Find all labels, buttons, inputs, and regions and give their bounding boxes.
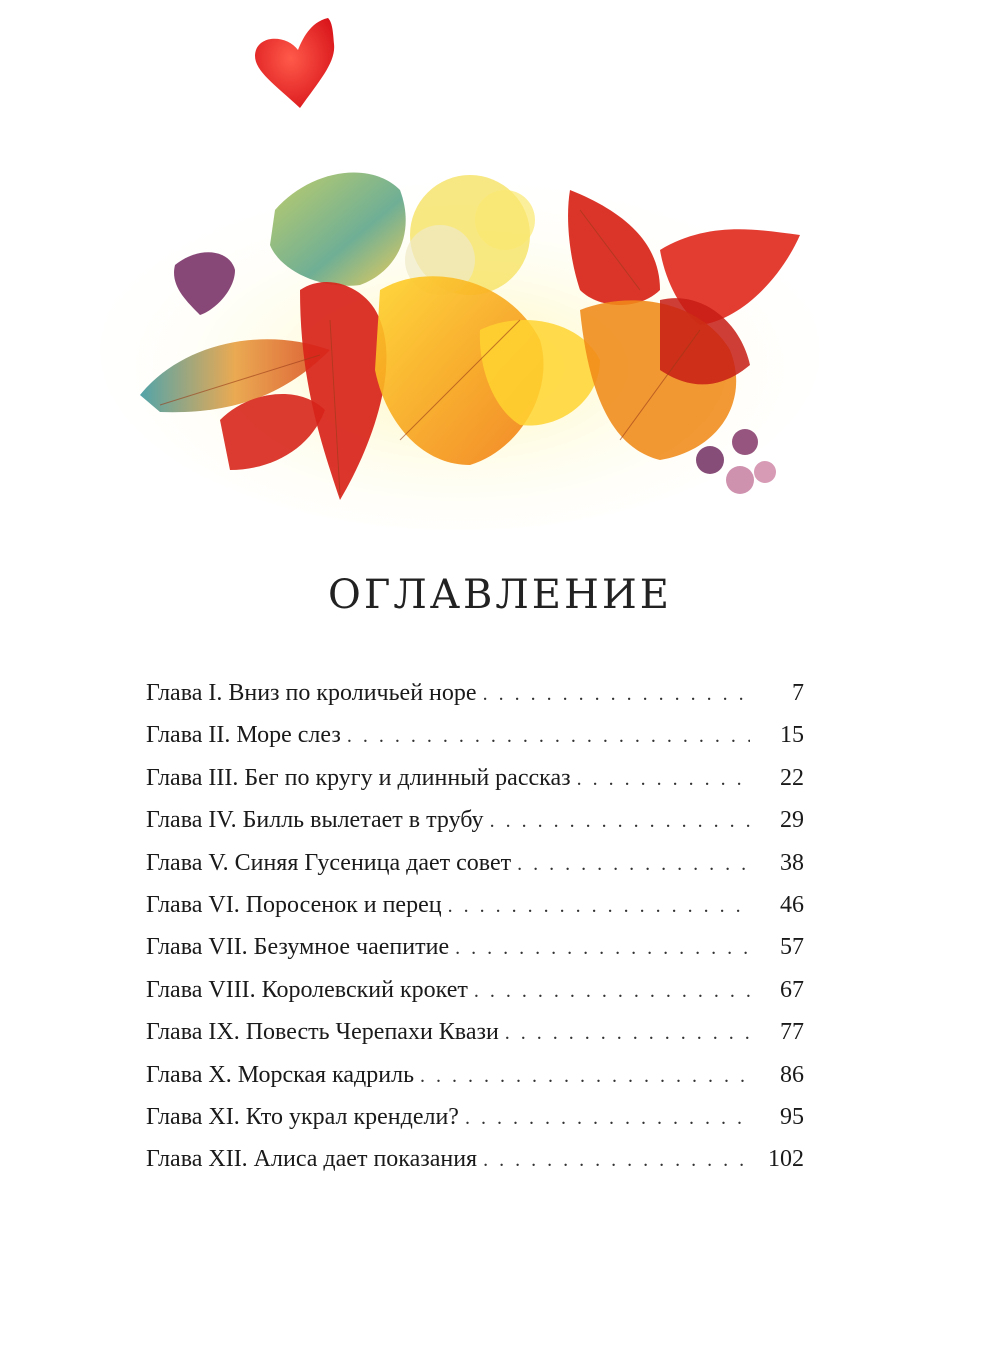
red-petal-icon: [250, 10, 350, 115]
toc-entry-page: 77: [780, 1019, 804, 1046]
toc-entry-page: 95: [780, 1103, 804, 1130]
toc-leader-dots: [483, 673, 750, 715]
toc-entry-label: Глава VII. Безумное чаепитие: [146, 934, 450, 961]
toc-entry-page: 102: [768, 1146, 804, 1173]
toc-entry-label: Глава IX. Повесть Черепахи Квази: [146, 1019, 499, 1046]
toc-entry-page: 38: [780, 849, 804, 876]
toc-leader-dots: [420, 1055, 750, 1097]
toc-entry[interactable]: [146, 842, 804, 884]
toc-leader-dots: [490, 800, 750, 842]
toc-entry[interactable]: [146, 714, 804, 756]
toc-entry-label: Глава II. Море слез: [146, 722, 341, 749]
toc-leader-dots: [455, 927, 750, 969]
toc-leader-dots: [517, 843, 750, 885]
toc-leader-dots: [347, 715, 750, 757]
toc-entry[interactable]: [146, 757, 804, 799]
toc-entry-page: 15: [780, 722, 804, 749]
toc-leader-dots: [483, 1139, 750, 1181]
toc-entry-page: 46: [780, 891, 804, 918]
toc-entry-page: 86: [780, 1061, 804, 1088]
table-of-contents: [146, 672, 804, 1181]
toc-leader-dots: [505, 1012, 750, 1054]
autumn-leaves-illustration: [100, 150, 820, 530]
toc-entry-label: Глава XII. Алиса дает показания: [146, 1146, 478, 1173]
toc-entry[interactable]: [146, 799, 804, 841]
toc-entry-label: Глава VI. Поросенок и перец: [146, 891, 442, 918]
toc-entry-page: 7: [792, 680, 804, 706]
toc-entry[interactable]: [146, 1054, 804, 1096]
toc-entry-label: Глава XI. Кто украл крендели?: [146, 1103, 459, 1130]
toc-entry[interactable]: [146, 1096, 804, 1138]
toc-entry[interactable]: [146, 884, 804, 926]
toc-leader-dots: [448, 885, 750, 927]
toc-entry-page: 22: [780, 764, 804, 791]
toc-entry-label: Глава V. Синяя Гусеница дает совет: [146, 849, 512, 876]
toc-entry-page: 67: [780, 976, 804, 1003]
toc-entry[interactable]: [146, 1011, 804, 1053]
toc-leader-dots: [465, 1097, 750, 1139]
toc-entry-page: 57: [780, 934, 804, 961]
toc-entry[interactable]: [146, 672, 804, 714]
toc-entry-label: Глава X. Морская кадриль: [146, 1061, 415, 1088]
toc-entry-label: Глава III. Бег по кругу и длинный рассказ: [146, 764, 571, 791]
toc-entry[interactable]: [146, 926, 804, 968]
toc-leader-dots: [577, 758, 750, 800]
toc-entry-label: Глава VIII. Королевский крокет: [146, 976, 468, 1003]
toc-entry[interactable]: [146, 1138, 804, 1180]
page-title: ОГЛАВЛЕНИЕ: [328, 572, 672, 618]
toc-entry[interactable]: [146, 969, 804, 1011]
toc-entry-page: 29: [780, 807, 804, 834]
toc-entry-label: Глава IV. Билль вылетает в трубу: [146, 807, 484, 834]
toc-entry-label: Глава I. Вниз по кроличьей норе: [146, 680, 477, 706]
toc-leader-dots: [474, 970, 750, 1012]
